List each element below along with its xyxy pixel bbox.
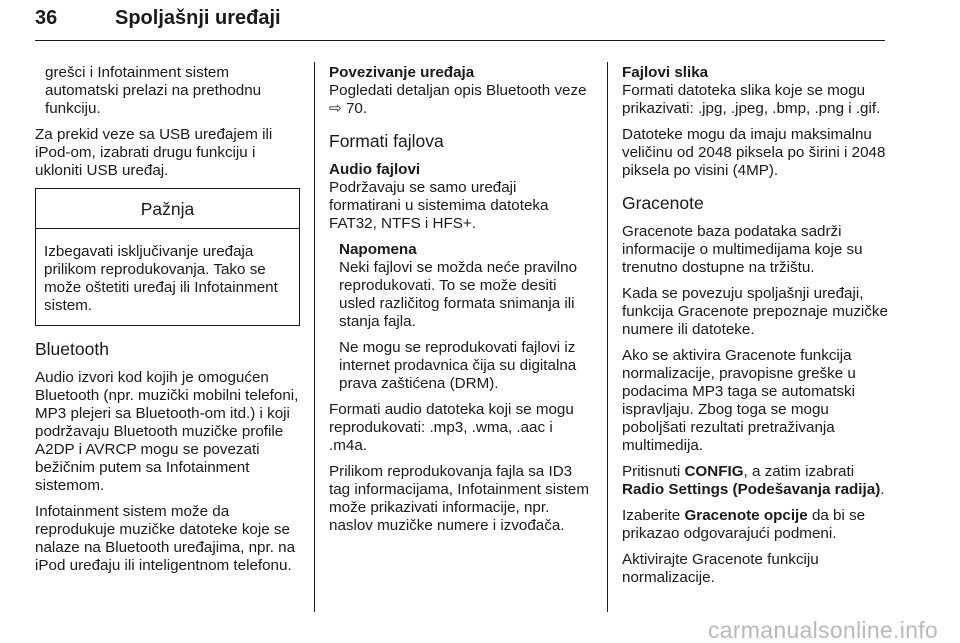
paragraph: grešci i Infotainment sistem automatski prelazi na prethodnu funkciju. <box>45 64 262 117</box>
caution-title: Pažnja <box>36 189 299 229</box>
column-left <box>35 64 300 583</box>
note-paragraph: Ne mogu se reprodukovati fajlovi iz internet prodavnica čija su digitalna prava zaštićena (DRM). <box>339 339 577 392</box>
note-title: Napomena <box>339 241 417 258</box>
button-label-config: CONFIG <box>684 463 744 480</box>
column-middle <box>329 64 591 543</box>
text-run: , a zatim izabrati <box>743 463 855 480</box>
paragraph <box>622 507 892 543</box>
paragraph: Datoteke mogu da imaju maksimalnu veličinu od 2048 piksela po širini i 2048 piksela po visini (4MP). <box>622 126 886 179</box>
text-run: . <box>880 481 885 498</box>
paragraph: Ako se aktivira Gracenote funkcija normalizacije, pravopisne greške u podacima MP3 taga se automatski ispravljaju. Zbog toga se mogu poboljšati rezultati pretraživanja multimedija. <box>622 347 856 454</box>
menu-label-radio-settings: Radio Settings (Podešavanja radija) <box>622 481 881 498</box>
subheading-images: Fajlovi slika <box>622 64 709 81</box>
column-divider <box>607 62 608 612</box>
caution-text: Izbegavati isključivanje uređaja prilikom reprodukovanja. Tako se može oštetiti uređaj ili Infotainment sistem. <box>44 243 278 314</box>
text-run: da bi se prikazao odgovarajući podmeni. <box>622 507 866 542</box>
paragraph <box>622 463 892 499</box>
paragraph: Aktivirajte Gracenote funkciju normalizacije. <box>622 551 819 586</box>
paragraph: Audio izvori kod kojih je omogućen Bluetooth (npr. muzički mobilni telefoni, MP3 plejeri sa Bluetooth-om itd.) i koji podržavaju Bluetooth muzičke profile A2DP i AVRCP mogu se povezati bežičnim putem sa Infotainment sistemom. <box>35 369 299 494</box>
menu-label-gracenote-options: Gracenote opcije <box>684 507 808 524</box>
paragraph: Gracenote baza podataka sadrži informacije o multimedijama koje su trenutno dostupne na tržištu. <box>622 223 863 276</box>
paragraph: Podržavaju se samo uređaji formatirani u sistemima datoteka FAT32, NTFS i HFS+. <box>329 179 549 232</box>
text-run: Pritisnuti <box>622 463 685 480</box>
paragraph: Formati audio datoteka koji se mogu reprodukovati: .mp3, .wma, .aac i .m4a. <box>329 401 574 454</box>
paragraph: Infotainment sistem može da reprodukuje muzičke datoteke koje se nalaze na Bluetooth uređajima, npr. na iPod uređaju ili inteligentnom telefonu. <box>35 503 296 574</box>
watermark: carmanualsonline.info <box>707 617 938 643</box>
page-number: 36 <box>35 7 58 29</box>
paragraph: Kada se povezuju spoljašnji uređaji, funkcija Gracenote prepoznaje muzičke numere ili datoteke. <box>622 285 888 338</box>
paragraph: Za prekid veze sa USB uređajem ili iPod-om, izabrati drugu funkciju i ukloniti USB uređaj. <box>35 126 273 179</box>
paragraph: Prilikom reprodukovanja fajla sa ID3 tag informacijama, Infotainment sistem može prikazivati informacije, npr. naslov muzičke numere i izvođača. <box>329 463 589 534</box>
note-block <box>329 241 591 393</box>
text-run: Izaberite <box>622 507 685 524</box>
column-divider <box>314 62 315 612</box>
paragraph: Formati datoteka slika koje se mogu prikazivati: .jpg, .jpeg, .bmp, .png i .gif. <box>622 82 881 117</box>
section-heading-formats: Formati fajlova <box>329 131 444 151</box>
note-paragraph: Neki fajlovi se možda neće pravilno reprodukovati. To se može desiti usled različitog formata snimanja ili stanja fajla. <box>339 259 578 330</box>
paragraph: Pogledati detaljan opis Bluetooth veze ⇨ 70. <box>329 82 587 117</box>
chapter-title: Spoljašnji uređaji <box>115 7 281 29</box>
subheading-connect: Povezivanje uređaja <box>329 64 475 81</box>
section-heading-bluetooth: Bluetooth <box>35 339 109 359</box>
section-heading-gracenote: Gracenote <box>622 193 704 213</box>
column-right <box>622 64 892 595</box>
caution-box <box>35 188 300 326</box>
subheading-audio: Audio fajlovi <box>329 161 421 178</box>
page-header <box>35 6 885 41</box>
